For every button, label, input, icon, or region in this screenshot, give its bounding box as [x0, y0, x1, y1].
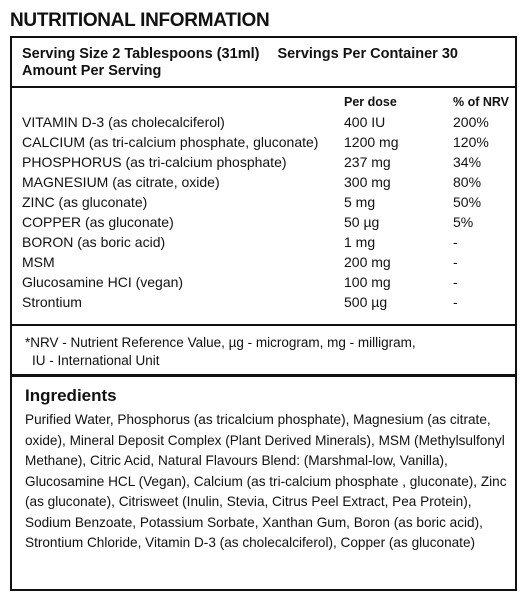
table-row	[12, 174, 515, 194]
nutrient-dose: 1 mg	[344, 234, 376, 250]
nutrient-name: CALCIUM (as tri-calcium phosphate, gluconate)	[22, 134, 319, 150]
servings-per-container: Servings Per Container 30	[277, 46, 458, 62]
nutrient-dose: 237 mg	[344, 154, 391, 170]
nutrient-table	[12, 114, 515, 314]
table-row	[12, 234, 515, 254]
nutrient-name: MSM	[22, 254, 55, 270]
nutrient-nrv: 34%	[453, 154, 482, 170]
table-row	[12, 194, 515, 214]
nutrient-nrv: 80%	[453, 174, 482, 190]
nutrient-nrv: -	[453, 254, 458, 270]
nutrient-name: MAGNESIUM (as citrate, oxide)	[22, 174, 220, 190]
nutrient-name: Strontium	[22, 294, 82, 310]
column-header-nrv: % of NRV	[453, 95, 510, 109]
nutrient-nrv: -	[453, 294, 458, 310]
table-row	[12, 154, 515, 174]
divider	[12, 374, 515, 377]
column-header-dose: Per dose	[344, 95, 397, 109]
nutrient-dose: 400 IU	[344, 114, 386, 130]
ingredients-heading: Ingredients	[25, 386, 117, 405]
nutrient-dose: 300 mg	[344, 174, 391, 190]
nutrient-name: Glucosamine HCI (vegan)	[22, 274, 184, 290]
divider	[12, 324, 515, 326]
table-row	[12, 214, 515, 234]
nutrient-nrv: 5%	[453, 214, 474, 230]
page-title: NUTRITIONAL INFORMATION	[10, 10, 270, 31]
nutrient-nrv: 50%	[453, 194, 482, 210]
nutrient-name: ZINC (as gluconate)	[22, 194, 148, 210]
table-row	[12, 274, 515, 294]
table-row	[12, 134, 515, 154]
divider	[12, 86, 515, 88]
serving-info	[22, 46, 458, 80]
serving-size: Serving Size 2 Tablespoons (31ml)	[22, 46, 260, 62]
nutrient-dose: 1200 mg	[344, 134, 399, 150]
table-row	[12, 114, 515, 134]
nutrient-dose: 5 mg	[344, 194, 376, 210]
nutrient-dose: 500 µg	[344, 294, 388, 310]
nutrient-name: PHOSPHORUS (as tri-calcium phosphate)	[22, 154, 287, 170]
nutrient-name: VITAMIN D-3 (as cholecalciferol)	[22, 114, 225, 130]
nutrient-nrv: 120%	[453, 134, 489, 150]
ingredients-text: Purified Water, Phosphorus (as tricalcium phosphate), Magnesium (as citrate, oxide), Mineral Deposit Complex (Plant Derived Minerals), MSM (Methylsulfonyl Methane), Citric Acid, Natural Flavours Blend: (Marshmal-low, Vanilla), Glucosamine HCL (Vegan), Calcium (as tri-calcium phosphate , gluconate), Zinc (as gluconate), Citrisweet (Inulin, Stevia, Citrus Peel Extract, Pea Protein), Sodium Benzoate, Potassium Sorbate, Xanthan Gum, Boron (as boric acid), Strontium Chloride, Vitamin D-3 (as cholecalciferol), Copper (as gluconate)	[25, 412, 507, 550]
nutrient-nrv: -	[453, 274, 458, 290]
nutrient-nrv: -	[453, 234, 458, 250]
footnote-line: *NRV - Nutrient Reference Value, µg - microgram, mg - milligram,	[25, 335, 416, 350]
nutrient-dose: 200 mg	[344, 254, 391, 270]
nutrient-name: BORON (as boric acid)	[22, 234, 166, 250]
nrv-footnote	[25, 334, 505, 370]
nutrition-panel	[10, 36, 517, 591]
table-row	[12, 294, 515, 314]
nutrient-nrv: 200%	[453, 114, 489, 130]
nutrient-dose: 100 mg	[344, 274, 391, 290]
amount-per-serving: Amount Per Serving	[22, 63, 162, 79]
table-row	[12, 254, 515, 274]
footnote-line: IU - International Unit	[32, 353, 160, 368]
nutrient-dose: 50 µg	[344, 214, 380, 230]
nutrient-name: COPPER (as gluconate)	[22, 214, 174, 230]
